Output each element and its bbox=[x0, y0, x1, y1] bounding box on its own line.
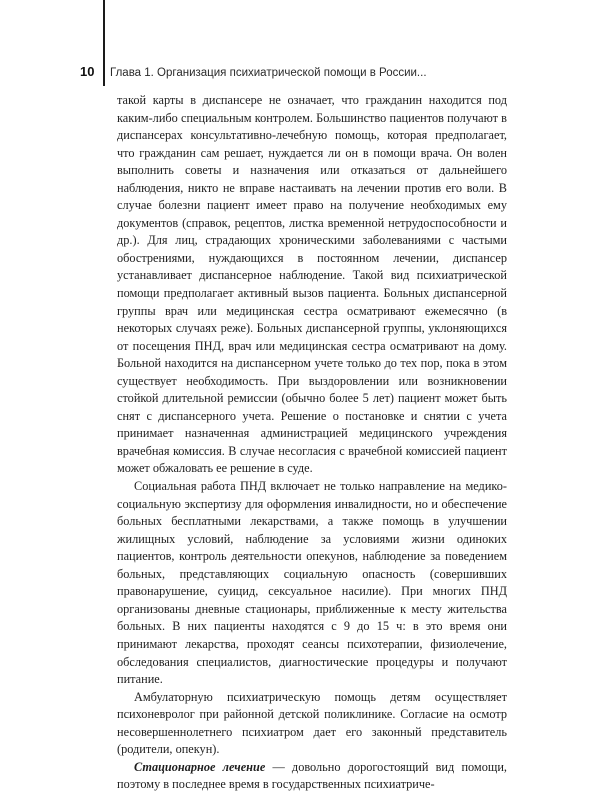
paragraph-child-care: Амбулаторную психиатрическую помощь детям осуществляет психоневролог при районной детской поликлинике. Согласие на осмотр несовершеннолетнего психиатром дает его законный представитель (родители, опекун). bbox=[117, 689, 507, 757]
body-text bbox=[117, 92, 507, 794]
page-number: 10 bbox=[80, 64, 95, 79]
paragraph-inpatient-text: — довольно дорогостоящий вид помощи, поэтому в последнее время в государственных психиатриче- bbox=[117, 759, 507, 792]
paragraph-inpatient bbox=[117, 759, 507, 794]
term-inpatient-treatment: Стационарное лечение bbox=[134, 759, 266, 774]
running-head bbox=[80, 64, 520, 82]
paragraph-social-work: Социальная работа ПНД включает не только направление на медико-социальную экспертизу для оформления инвалидности, но и обеспечение больных бесплатными лекарствами, а также помощь в улучшении жилищных условий, наблюдение за условиями жизни одиноких пациентов, контроль деятельности опекунов, наблюдение за поведением больных, представляющих социальную опасность (совершивших правонарушение, суицид, сексуальное насилие). При многих ПНД организованы дневные стационары, приближенные к месту жительства больных. В них пациенты находятся с 9 до 15 ч: в это время они принимают лекарства, проходят сеансы психотерапии, физиолечение, обследования специалистов, диагностические процедуры и получают питание. bbox=[117, 479, 507, 687]
paragraph-continuation: такой карты в диспансере не означает, что гражданин находится под каким-либо специальным контролем. Большинство пациентов получают в диспансерах консультативно-лечебную помощь, которая предполагает, что гражданин сам решает, нуждается ли он в помощи врача. Он волен выполнить советы и назначения или отказаться от дальнейшего наблюдения, никто не вправе настаивать на лечении против его воли. В случае болезни пациент имеет право на получение необходимых ему документов (справок, рецептов, листка временной нетрудоспособности и др.). Для лиц, страдающих хроническими заболеваниями с частыми обострениями, нуждающихся в постоянном лечении, диспансер устанавливает диспансерное наблюдение. Такой вид психиатрической помощи предполагает активный вызов пациента. Больных диспансерной группы врач или медицинская сестра осматривают ежемесячно (в некоторых случаях реже). Больных диспансерной группы, уклоняющихся от посещения ПНД, врач или медицинская сестра осматривают на дому. Больной находится на диспансерном учете только до тех пор, пока в этом существует необходимость. При выздоровлении или возникновении стойкой длительной ремиссии (обычно более 5 лет) пациент может быть снят с диспансерного учета. Решение о постановке и снятии с учета принимает назначенная администрацией медицинского учреждения врачебная комиссия. В случае несогласия с врачебной комиссией пациент может обжаловать ее решение в суде. bbox=[117, 93, 507, 476]
chapter-title: Глава 1. Организация психиатрической помощи в России... bbox=[110, 67, 427, 79]
